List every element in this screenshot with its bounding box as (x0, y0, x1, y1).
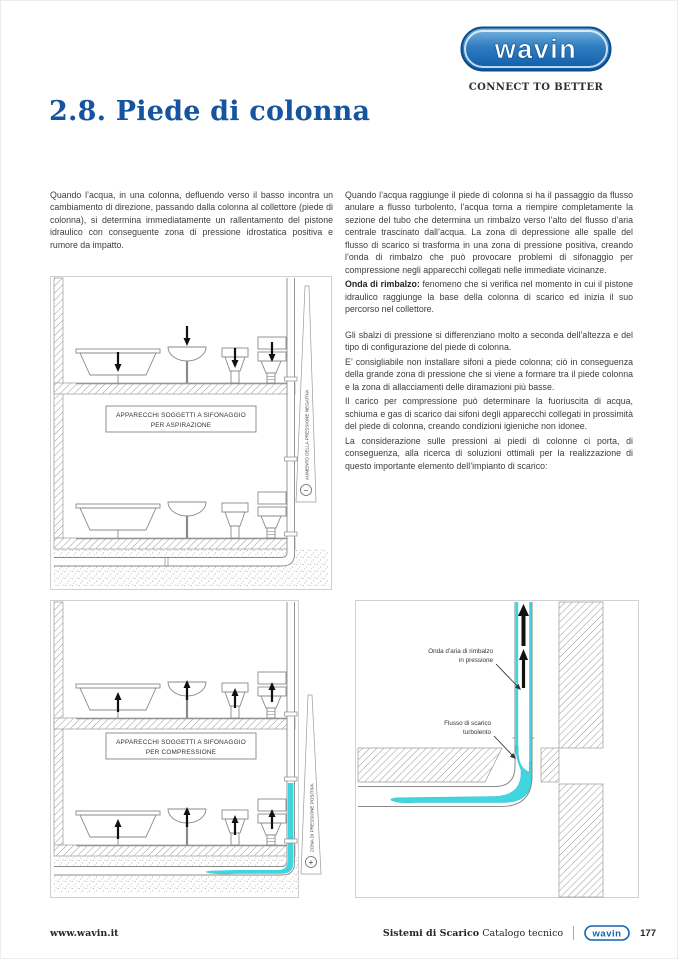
left-column (50, 189, 333, 253)
label-box-line2: PER ASPIRAZIONE (150, 422, 212, 429)
wall-upper (559, 602, 603, 748)
intro-paragraph: Quando l’acqua, in una colonna, defluendo verso il basso incontra un cambiamento di direzione, passando dalla colonna al collettore (piede di colonna), si determina immediatamente un rallentamento del pistone idraulico con conseguente zona di pressione idrostatica positiva e rumore da impatto. (50, 190, 333, 250)
detail-label1-line1: Onda d’aria di rimbalzo (428, 648, 493, 655)
wall-lower (559, 784, 603, 897)
footer-wavin-logo (584, 925, 630, 941)
diagram-piede-colonna-dettaglio (355, 600, 640, 905)
footer-website: www.wavin.it (50, 927, 119, 939)
diagram-aspirazione (50, 276, 332, 595)
floor-slab-upper (54, 383, 295, 394)
detail-label2-line1: Flusso di scarico (444, 720, 491, 727)
page-title: 2.8. Piede di colonna (49, 96, 371, 127)
paragraph-rimbalzo-flusso: Quando l’acqua raggiunge il piede di colonna si ha il passaggio da flusso anulare a flusso turbolento, l’acqua torna a riempire completamente la sezione del tubo che determina un rimbalzo verso l’alto del flusso d’aria centrale trascinato dall’acqua. La zona di depressione alle spalle del flusso di scarico si trasforma in una zona di pressione positiva, creando l’onda di rimbalzo che può provocare problemi di sifonaggio per compressione negli apparecchi collegati nelle immediate vicinanze. (345, 190, 633, 275)
floor-slab-lower (54, 538, 295, 549)
page-footer (50, 925, 656, 941)
water-film-left (516, 602, 518, 748)
wavin-logo-text: wavin (494, 34, 578, 64)
wall-hatched (54, 278, 63, 538)
paragraph-onda-definizione: Onda di rimbalzo: fenomeno che si verifica nel momento in cui il pistone idraulico raggiunge la base della colonna di scarico ed inizia il suo percorso nel collettore. (345, 279, 633, 315)
header-brand (460, 26, 612, 93)
right-column (345, 189, 633, 474)
wavin-logo (460, 26, 612, 72)
label-box-line1: APPARECCHI SOGGETTI A SIFONAGGIO (116, 739, 246, 746)
diagram-compressione (50, 600, 332, 905)
wall-stub (541, 748, 559, 782)
floor-slab-upper (54, 718, 295, 729)
plus-symbol: + (308, 857, 314, 867)
detail-label2-line2: turbolento (462, 729, 491, 736)
onda-di-rimbalzo-lead: Onda di rimbalzo: (345, 279, 420, 290)
callout-pressione-positiva: ZONA DI PRESSIONE POSITIVA (309, 783, 315, 852)
footer-divider (573, 926, 574, 940)
paragraph-carico: Il carico per compressione può determinare la fuoriuscita di acqua, schiuma e gas di scarico dai sifoni degli apparecchi collegati in prossimità del piede di colonna, creando condizioni igieniche non idonee. (345, 396, 633, 432)
paragraph-considerazione: La considerazione sulle pressioni ai piedi di colonne ci porta, di conseguenza, alla ricerca di soluzioni ottimali per la realizzazione di questo importante elemento dell’impianto di scarico: (345, 435, 633, 471)
callout-pressione-negativa: AUMENTO DELLA PRESSIONE NEGATIVA (304, 389, 310, 480)
paragraph-sifoni: E’ consigliabile non installare sifoni a piede colonna; ciò in conseguenza della grande zona di pressione che si viene a formare tra il piede colonna e la zona di allacciamenti delle diramazioni più basse. (345, 356, 633, 392)
detail-label1-line2: in pressione (459, 657, 493, 664)
minus-symbol: − (303, 485, 309, 495)
label-box-line1: APPARECCHI SOGGETTI A SIFONAGGIO (116, 412, 246, 419)
water-film-right (529, 602, 531, 772)
floor-slab-lower (54, 845, 295, 856)
page-number: 177 (640, 927, 656, 939)
floor-slab (358, 748, 502, 782)
brand-tagline: CONNECT TO BETTER (468, 82, 604, 93)
footer-wavin-logo-text: wavin (592, 928, 622, 940)
label-box-line2: PER COMPRESSIONE (145, 749, 217, 756)
paragraph-sbalzi: Gli sbalzi di pressione si differenziano molto a seconda dell’altezza e del tipo di configurazione del piede di colonna. (345, 329, 633, 353)
footer-doc-title: Sistemi di Scarico Catalogo tecnico (382, 927, 564, 939)
